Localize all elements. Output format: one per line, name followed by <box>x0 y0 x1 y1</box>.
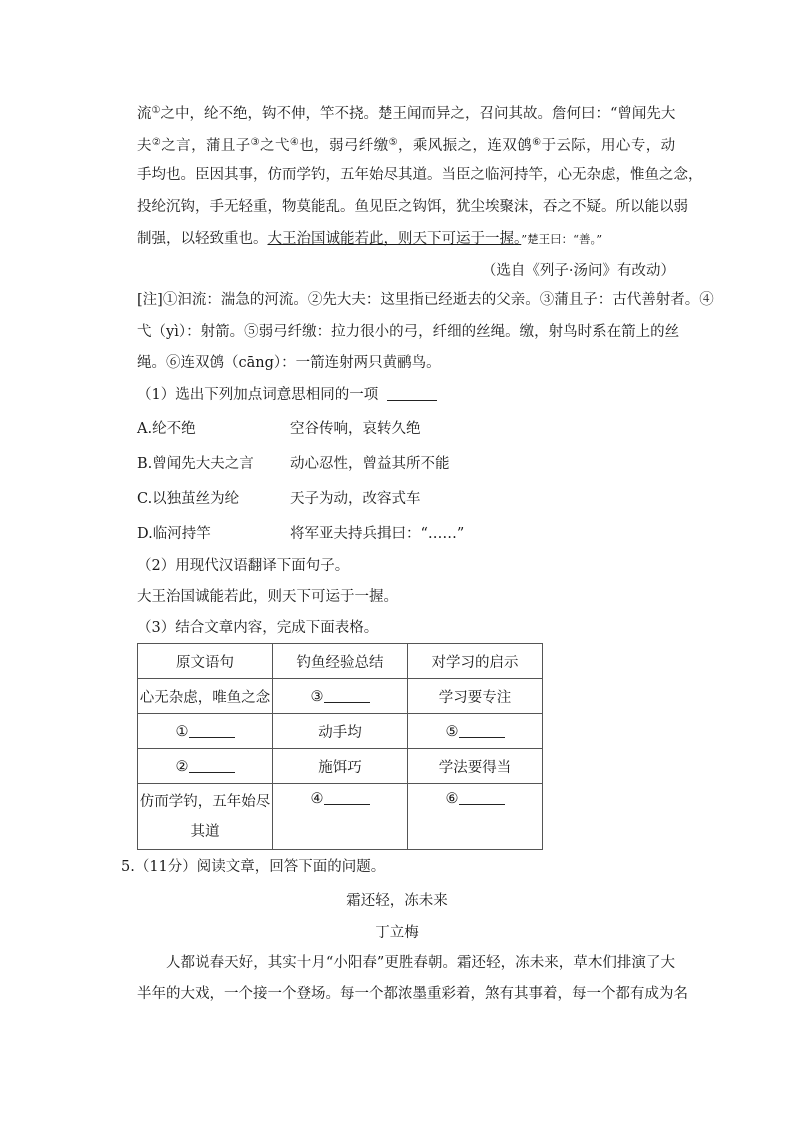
text: 人都说春天好，其实十月“小阳春”更胜春朝。霜还轻，冻未来，草木们排演了大 <box>166 955 675 971</box>
passage-line-5 <box>137 229 602 249</box>
cell-text: 仿而学钓，五年始尽 <box>139 793 271 810</box>
note-marker: ③ <box>250 137 261 148</box>
table-row <box>138 714 543 749</box>
passage-line-2 <box>137 133 675 156</box>
table-cell: 心无杂虑，唯鱼之念 <box>138 679 273 714</box>
q1-answer-blank[interactable] <box>387 386 437 401</box>
article-title: 霜还轻，冻未来 <box>346 893 448 909</box>
q2-prompt: （2）用现代汉语翻译下面句子。 <box>137 558 350 574</box>
q1-option-b-right: 动心忍性，曾益其所不能 <box>290 456 450 472</box>
note-marker: ④ <box>289 137 300 148</box>
answer-blank[interactable] <box>459 790 505 805</box>
q1-prompt <box>137 385 437 405</box>
q1-option-c-right: 天子为动，改容式车 <box>290 491 421 507</box>
table-row <box>138 784 543 850</box>
q1-option-d-right: 将军亚夫持兵揖曰：“……” <box>290 526 465 542</box>
table-cell: 施饵巧 <box>273 749 408 784</box>
note-line-2: 弋（yì）：射箭。⑤弱弓纤缴：拉力很小的弓，纤细的丝绳。缴，射鸟时系在箭上的丝 <box>137 324 680 340</box>
text: 手均也。臣因其事，仿而学钓，五年始尽其道。当臣之临河持竿，心无杂虑，惟鱼之念， <box>137 167 703 183</box>
answer-blank[interactable] <box>189 758 235 773</box>
blank-number: ① <box>175 723 189 740</box>
passage-source: （选自《列子·汤问》有改动） <box>481 263 675 279</box>
header-cell: 原文语句 <box>138 644 273 679</box>
table-cell-blank[interactable] <box>273 784 408 850</box>
article-body-line-2: 半年的大戏，一个接一个登场。每一个都浓墨重彩着，煞有其事着，每一个都有成为名 <box>137 986 688 1002</box>
table-cell-blank[interactable] <box>408 714 543 749</box>
q5-heading: 5.（11分）阅读文章，回答下面的问题。 <box>121 859 386 875</box>
blank-number: ⑥ <box>445 791 459 807</box>
underlined-sentence: 大王治国诚能若此，则天下可运于一握。 <box>267 231 522 247</box>
table-cell: 学法要得当 <box>408 749 543 784</box>
note-marker: ⑥ <box>532 137 542 148</box>
q1-option-d-left: D.临河持竿 <box>137 526 211 542</box>
text: 于云际，用心专，动 <box>541 138 676 154</box>
q2-sentence: 大王治国诚能若此，则天下可运于一握。 <box>137 589 398 605</box>
text: 流 <box>137 106 152 122</box>
table-row <box>138 749 543 784</box>
q1-option-a-right: 空谷传响，哀转久绝 <box>290 421 421 437</box>
q1-option-b-left: B.曾闻先大夫之言 <box>137 456 254 472</box>
text: 之中，纶不绝，钩不伸，竿不挠。楚王闻而异之，召问其故。詹何曰：“曾闻先大 <box>160 106 676 122</box>
text: 制强，以轻致重也。 <box>137 231 268 247</box>
table-cell: 学习要专注 <box>408 679 543 714</box>
q1-option-a-left: A.纶不绝 <box>137 421 196 437</box>
passage-line-3 <box>137 165 703 185</box>
cell-text: 其道 <box>190 823 220 840</box>
table-cell-blank[interactable] <box>408 784 543 850</box>
table-cell-blank[interactable] <box>138 749 273 784</box>
text: ”楚王曰：“善。” <box>521 232 603 246</box>
answer-blank[interactable] <box>459 723 505 738</box>
table-row <box>138 679 543 714</box>
q1-option-c-left: C.以独茧丝为纶 <box>137 491 240 507</box>
text: 也，弱弓纤缴 <box>299 138 389 154</box>
passage-line-1 <box>137 101 675 124</box>
header-cell: 对学习的启示 <box>408 644 543 679</box>
table-header-row <box>138 644 543 679</box>
text: 投纶沉钩，手无轻重，物莫能乱。鱼见臣之钩饵，犹尘埃聚沫，吞之不疑。所以能以弱 <box>137 199 688 215</box>
blank-number: ④ <box>310 791 324 807</box>
article-body-line-1 <box>137 953 675 973</box>
text: 之言，蒲且子 <box>161 138 251 154</box>
header-cell: 钓鱼经验总结 <box>273 644 408 679</box>
q3-prompt: （3）结合文章内容，完成下面表格。 <box>137 620 379 636</box>
table-cell-blank[interactable] <box>273 679 408 714</box>
note-marker: ② <box>151 137 162 148</box>
answer-blank[interactable] <box>189 723 235 738</box>
blank-number: ⑤ <box>445 723 459 740</box>
note-marker: ① <box>151 105 161 116</box>
q1-prompt-text: （1）选出下列加点词意思相同的一项 <box>137 387 379 403</box>
blank-number: ② <box>175 758 189 775</box>
table-cell <box>138 784 273 850</box>
note-line-1: [注]①汩流：湍急的河流。②先大夫：这里指已经逝去的父亲。③蒲且子：古代善射者。④ <box>137 292 714 308</box>
answer-blank[interactable] <box>324 790 370 805</box>
article-author: 丁立梅 <box>375 925 419 941</box>
blank-number: ③ <box>310 688 324 705</box>
table-cell-blank[interactable] <box>138 714 273 749</box>
note-line-3: 绳。⑥连双鸧（cāng）：一箭连射两只黄鹂鸟。 <box>137 355 441 371</box>
passage-line-4 <box>137 197 688 217</box>
text: 之弋 <box>260 138 290 154</box>
answer-blank[interactable] <box>324 688 370 703</box>
text: ，乘风振之，连双鸧 <box>397 138 533 154</box>
q3-table <box>137 643 543 850</box>
note-marker: ⑤ <box>388 137 398 148</box>
table-cell: 动手均 <box>273 714 408 749</box>
text: 夫 <box>137 138 152 154</box>
